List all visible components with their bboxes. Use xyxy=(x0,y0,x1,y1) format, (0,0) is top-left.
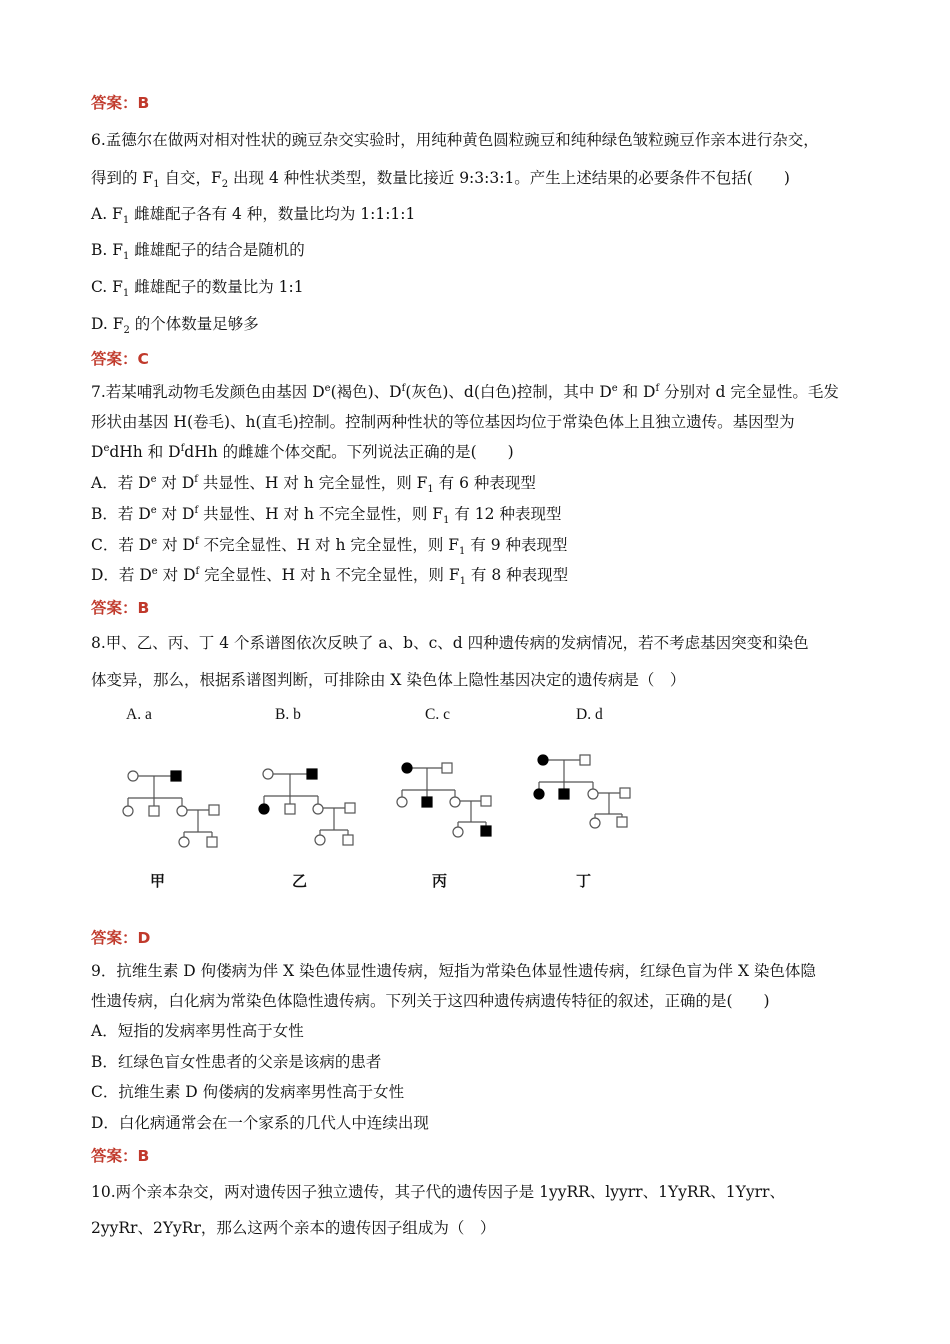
q8-stem-line1: 8.甲、乙、丙、丁 4 个系谱图依次反映了 a、b、c、d 四种遗传病的发病情况，若不考虑基因突变和染色 xyxy=(91,634,809,652)
pedigree-female-normal xyxy=(453,827,463,837)
pedigree-jia xyxy=(123,771,219,847)
pedigree-female-normal xyxy=(315,835,325,845)
q10-stem-line2: 2yyRr、2YyRr，那么这两个亲本的遗传因子组成为（ ） xyxy=(91,1219,496,1237)
q9-option-b: B．红绿色盲女性患者的父亲是该病的患者 xyxy=(91,1053,382,1071)
q8-option-a: A. a xyxy=(126,706,152,723)
pedigree-female-normal xyxy=(397,797,407,807)
answer-q6: 答案：C xyxy=(91,350,149,368)
q10-stem-line1: 10.两个亲本杂交，两对遗传因子独立遗传，其子代的遗传因子是 1yyRR、lyyrr、1YyRR、1Yyrr、 xyxy=(91,1183,785,1201)
pedigree-female-normal xyxy=(263,769,273,779)
pedigree-male-normal xyxy=(209,805,219,815)
q7-option-a: A．若 De 对 $D^f$ 共显性、H 对 h 完全显性，则 $F_1$ 有 6 种表现型 xyxy=(91,473,536,496)
q9-stem-line2: 性遗传病，白化病为常染色体隐性遗传病。下列关于这四种遗传病遗传特征的叙述，正确的是( ) xyxy=(91,992,770,1010)
q6-stem-line1: 6.孟德尔在做两对相对性状的豌豆杂交实验时，用纯种黄色圆粒豌豆和纯种绿色皱粒豌豆作亲本进行杂交， xyxy=(91,131,819,149)
pedigree-male-normal xyxy=(207,837,217,847)
q8-option-c: C. c xyxy=(425,706,450,723)
pedigree-female-normal xyxy=(177,806,187,816)
q6-option-d: D. $F_2$ 的个体数量足够多 xyxy=(91,315,259,337)
pedigree-female-normal xyxy=(128,771,138,781)
pedigree-label-bing: 丙 xyxy=(432,872,448,890)
pedigree-label-jia: 甲 xyxy=(150,872,166,890)
pedigree-male-normal xyxy=(343,835,353,845)
pedigree-female-normal xyxy=(313,804,323,814)
pedigree-female-affected xyxy=(538,755,548,765)
pedigree-male-affected xyxy=(422,797,432,807)
pedigree-female-normal xyxy=(179,837,189,847)
pedigree-yi xyxy=(259,769,355,845)
pedigree-male-normal xyxy=(620,788,630,798)
pedigree-male-normal xyxy=(580,755,590,765)
q7-option-d: D．若 De 对 $D^f$ 完全显性、H 对 h 不完全显性，则 $F_1$ 有 8 种表现型 xyxy=(91,565,569,588)
pedigree-male-normal xyxy=(285,804,295,814)
q6-stem-line2: 得到的 $F_1$ 自交，$F_2$ 出现 4 种性状类型，数量比接近 9:3:3:1。产生上述结果的必要条件不包括( ) xyxy=(91,169,790,191)
pedigree-female-normal xyxy=(588,789,598,799)
q9-stem-line1: 9．抗维生素 D 佝偻病为伴 X 染色体显性遗传病，短指为常染色体显性遗传病，红绿色盲为伴 X 染色体隐 xyxy=(91,962,816,980)
pedigree-male-affected xyxy=(481,826,491,836)
pedigree-male-affected xyxy=(307,769,317,779)
q7-stem-line3: DedHh 和 $D^fdHh$ 的雌雄个体交配。下列说法正确的是( ) xyxy=(91,442,514,461)
q7-option-b: B．若 De 对 $D^f$ 共显性、H 对 h 不完全显性，则 $F_1$ 有 12 种表现型 xyxy=(91,504,562,527)
q6-option-a: A. $F_1$ 雌雄配子各有 4 种，数量比均为 1:1:1:1 xyxy=(91,205,416,227)
pedigree-female-affected xyxy=(534,789,544,799)
q9-option-d: D．白化病通常会在一个家系的几代人中连续出现 xyxy=(91,1114,429,1132)
pedigree-female-affected xyxy=(402,763,412,773)
pedigree-label-ding: 丁 xyxy=(576,872,592,890)
q9-option-a: A．短指的发病率男性高于女性 xyxy=(91,1022,304,1040)
q7-option-c: C．若 De 对 $D^f$ 不完全显性、H 对 h 完全显性，则 $F_1$ 有 9 种表现型 xyxy=(91,535,568,558)
pedigree-male-normal xyxy=(149,806,159,816)
pedigree-male-normal xyxy=(617,817,627,827)
q7-stem-line2: 形状由基因 H(卷毛)、h(直毛)控制。控制两种性状的等位基因均位于常染色体上且独立遗传。基因型为 xyxy=(91,413,795,431)
q9-option-c: C．抗维生素 D 佝偻病的发病率男性高于女性 xyxy=(91,1083,405,1101)
q8-option-d: D. d xyxy=(576,706,603,723)
answer-q8: 答案：D xyxy=(91,929,151,947)
pedigree-female-normal xyxy=(123,806,133,816)
pedigree-male-normal xyxy=(345,803,355,813)
pedigree-ding xyxy=(534,755,630,828)
pedigree-male-normal xyxy=(481,796,491,806)
q8-option-b: B. b xyxy=(275,706,301,723)
pedigree-bing xyxy=(397,763,491,837)
pedigree-male-affected xyxy=(171,771,181,781)
answer-q5: 答案：B xyxy=(91,94,150,112)
answer-q9: 答案：B xyxy=(91,1147,150,1165)
pedigree-male-affected xyxy=(559,789,569,799)
answer-q7: 答案：B xyxy=(91,599,150,617)
pedigree-female-normal xyxy=(450,797,460,807)
pedigree-male-normal xyxy=(442,763,452,773)
pedigree-charts xyxy=(0,740,950,850)
q6-option-b: B. $F_1$ 雌雄配子的结合是随机的 xyxy=(91,241,305,263)
pedigree-female-normal xyxy=(590,818,600,828)
q8-stem-line2: 体变异，那么，根据系谱图判断，可排除由 X 染色体上隐性基因决定的遗传病是（ ） xyxy=(91,671,686,689)
q6-option-c: C. $F_1$ 雌雄配子的数量比为 1:1 xyxy=(91,278,304,300)
q7-stem-line1: 7.若某哺乳动物毛发颜色由基因 De(褐色)、$D^f$(灰色)、d(白色)控制，其中 De 和 $D^f$ 分别对 d 完全显性。毛发 xyxy=(91,382,839,401)
pedigree-female-affected xyxy=(259,804,269,814)
pedigree-label-yi: 乙 xyxy=(292,872,308,890)
